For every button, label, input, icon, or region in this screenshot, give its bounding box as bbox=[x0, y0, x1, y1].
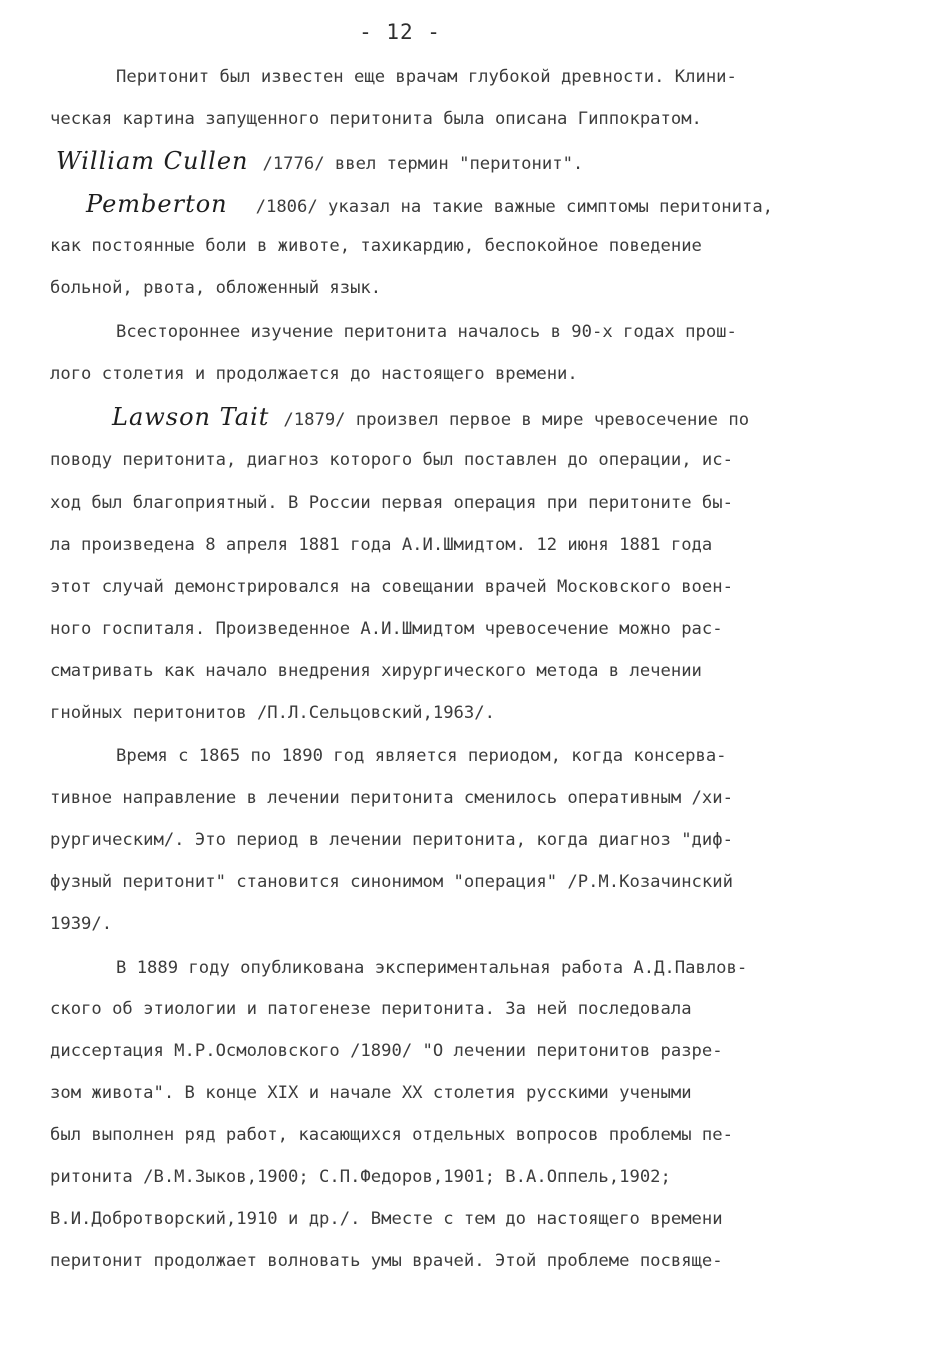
text-line: этот случай демонстрировался на совещании врачей Московского воен- bbox=[50, 577, 733, 597]
text-line: Перитонит был известен еще врачам глубокой древности. Клини- bbox=[116, 67, 737, 87]
text-line: диссертация М.Р.Осмоловского /1890/ "О лечении перитонитов разре- bbox=[50, 1041, 723, 1061]
text-line: В.И.Добротворский,1910 и др./. Вместе с тем до настоящего времени bbox=[50, 1209, 723, 1229]
text-line: сматривать как начало внедрения хирургического метода в лечении bbox=[50, 661, 702, 681]
text-line: ского об этиологии и патогенезе перитонита. За ней последовала bbox=[50, 999, 692, 1019]
text-line: больной, рвота, обложенный язык. bbox=[50, 278, 382, 298]
text-line: тивное направление в лечении перитонита сменилось оперативным /хи- bbox=[50, 788, 733, 808]
text-segment: /1879/ произвел первое в мире чревосечение по bbox=[283, 410, 750, 430]
text-line: перитонит продолжает волновать умы врачей. Этой проблеме посвяще- bbox=[50, 1251, 723, 1271]
text-line: В 1889 году опубликована экспериментальная работа А.Д.Павлов- bbox=[116, 958, 748, 978]
text-segment: /1776/ ввел термин "перитонит". bbox=[262, 154, 584, 174]
handwritten-name-pemberton: Pemberton bbox=[86, 190, 228, 218]
text-line: ла произведена 8 апреля 1881 года А.И.Шмидтом. 12 июня 1881 года bbox=[50, 535, 713, 555]
text-line bbox=[86, 189, 870, 219]
text-line: рургическим/. Это период в лечении перитонита, когда диагноз "диф- bbox=[50, 830, 733, 850]
text-line: поводу перитонита, диагноз которого был поставлен до операции, ис- bbox=[50, 450, 733, 470]
page-number: - 12 - bbox=[359, 20, 441, 44]
text-line: 1939/. bbox=[50, 914, 113, 934]
text-line: зом живота". В конце XIX и начале XX столетия русскими учеными bbox=[50, 1083, 692, 1103]
text-line: Всестороннее изучение перитонита началось в 90-х годах прош- bbox=[116, 322, 737, 342]
text-line: был выполнен ряд работ, касающихся отдельных вопросов проблемы пе- bbox=[50, 1125, 733, 1145]
text-segment: /1806/ указал на такие важные симптомы перитонита, bbox=[255, 197, 774, 217]
text-line: гнойных перитонитов /П.Л.Сельцовский,1963/. bbox=[50, 703, 495, 723]
text-line: фузный перитонит" становится синонимом "операция" /Р.М.Козачинский bbox=[50, 872, 733, 892]
text-line: ного госпиталя. Произведенное А.И.Шмидтом чревосечение можно рас- bbox=[50, 619, 723, 639]
text-line: ритонита /В.М.Зыков,1900; С.П.Федоров,1901; В.А.Оппель,1902; bbox=[50, 1167, 671, 1187]
text-line: ческая картина запущенного перитонита была описана Гиппократом. bbox=[50, 109, 702, 129]
text-line: Время с 1865 по 1890 год является периодом, когда консерва- bbox=[116, 746, 727, 766]
text-line bbox=[56, 146, 840, 176]
handwritten-name-lawson-tait: Lawson Tait bbox=[112, 403, 270, 431]
text-line: как постоянные боли в животе, тахикардию, беспокойное поведение bbox=[50, 236, 702, 256]
text-line: ход был благоприятный. В России первая операция при перитоните бы- bbox=[50, 493, 733, 513]
handwritten-name-cullen: William Cullen bbox=[56, 147, 249, 175]
text-line bbox=[112, 402, 896, 432]
text-line: лого столетия и продолжается до настоящего времени. bbox=[50, 364, 578, 384]
